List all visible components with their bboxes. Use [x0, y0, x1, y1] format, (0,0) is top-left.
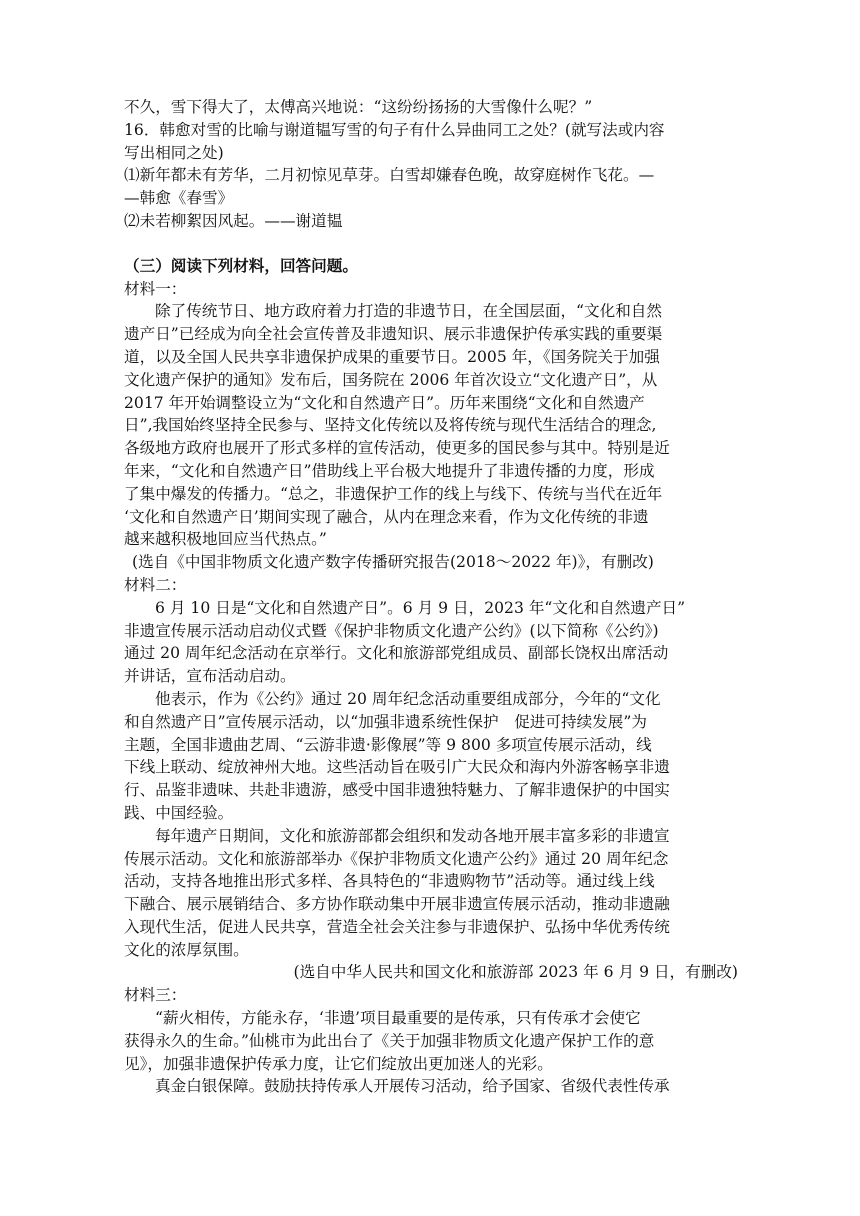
text-line: 文化遗产保护的通知》发布后，国务院在 2006 年首次设立“文化遗产日”，从: [124, 370, 658, 389]
section-title: （三）阅读下列材料，回答问题。: [124, 255, 358, 275]
poem-1: ⑴新年都未有芳华，二月初惊见草芽。白雪却嫌春色晚，故穿庭树作飞花。—: [124, 166, 655, 185]
text-line: 年来，“文化和自然遗产日”借助线上平台极大地提升了非遗传播的力度，形成: [124, 461, 655, 480]
text-line: 践、中国经验。: [124, 803, 234, 822]
question-16-cont: 写出相同之处): [124, 143, 224, 162]
text-line: ‘文化和自然遗产日’期间实现了融合，从内在理念来看，作为文化传统的非遗: [124, 507, 649, 526]
text-line: 行、品鉴非遗味、共赴非遗游，感受中国非遗独特魅力、了解非遗保护的中国实: [124, 781, 670, 800]
text-line: 每年遗产日期间，文化和旅游部都会组织和发动各地开展丰富多彩的非遗宣: [155, 826, 670, 845]
text-line: 通过 20 周年纪念活动在京举行。文化和旅游部党组成员、副部长饶权出席活动: [124, 644, 669, 663]
text-line: 文化的浓厚氛围。: [124, 940, 249, 959]
text-line: 2017 年开始调整设立为“文化和自然遗产日”。历年来围绕“文化和自然遗产: [124, 393, 645, 412]
material-2-paragraph-1: [124, 597, 738, 688]
text-line: 日”,我国始终坚持全民参与、坚持文化传统以及将传统与现代生活结合的理念,: [124, 416, 657, 435]
material-2-source: (选自中华人民共和国文化和旅游部 2023 年 6 月 9 日，有删改): [293, 963, 738, 982]
text-line: 6 月 10 日是“文化和自然遗产日”。6 月 9 日，2023 年“文化和自然遗产日”: [155, 598, 686, 617]
text-line: 真金白银保障。鼓励扶持传承人开展传习活动，给予国家、省级代表性传承: [155, 1077, 670, 1096]
text-line: 见》，加强非遗保护传承力度，让它们绽放出更加迷人的光彩。: [124, 1054, 553, 1073]
material-3-paragraph-1: [124, 1007, 738, 1075]
text-line: 入现代生活，促进人民共享，营造全社会关注参与非遗保护、弘扬中华优秀传统: [124, 917, 670, 936]
text-line: 越来越积极地回应当代热点。”: [124, 530, 327, 549]
text-line: 活动，支持各地推出形式多样、各具特色的“非遗购物节”活动等。通过线上线: [124, 872, 655, 891]
text-line: 下线上联动、绽放神州大地。这些活动旨在吸引广大民众和海内外游客畅享非遗: [124, 758, 670, 777]
question-16: 16．韩愈对雪的比喻与谢道韫写雪的句子有什么异曲同工之处？(就写法或内容: [124, 120, 665, 139]
text-line: 传展示活动。文化和旅游部举办《保护非物质文化遗产公约》通过 20 周年纪念: [124, 849, 669, 868]
material-2-paragraph-3: [124, 825, 738, 962]
document-page: [124, 96, 738, 1098]
poem-1-author: —韩愈《春雪》: [124, 189, 234, 208]
text-line: “薪火相传，方能永存，‘非遗’项目最重要的是传承，只有传承才会使它: [155, 1009, 641, 1028]
text-line: 和自然遗产日”宣传展示活动，以“加强非遗系统性保护 促进可持续发展”为: [124, 712, 647, 731]
material-3-paragraph-2: [124, 1075, 738, 1098]
material-2-paragraph-2: [124, 688, 738, 825]
text-line: 除了传统节日、地方政府着力打造的非遗节日，在全国层面，“文化和自然: [155, 302, 662, 321]
text-line: 各级地方政府也展开了形式多样的宣传活动，使更多的国民参与其中。特别是近: [124, 439, 670, 458]
material-2-label: 材料二：: [124, 575, 187, 594]
text-line: 遗产日”已经成为向全社会宣传普及非遗知识、展示非遗保护传承实践的重要渠: [124, 325, 663, 344]
material-1-paragraph: [124, 300, 738, 551]
text-line: 非遗宣传展示活动启动仪式暨《保护非物质文化遗产公约》(以下简称《公约》): [124, 621, 659, 640]
text-line: 主题，全国非遗曲艺周、“云游非遗·影像展”等 9 800 多项宣传展示活动，线: [124, 735, 652, 754]
text-line: 道，以及全国人民共享非遗保护成果的重要节日。2005 年，《国务院关于加强: [124, 347, 660, 366]
text-line: 下融合、展示展销结合、多方协作联动集中开展非遗宣传展示活动，推动非遗融: [124, 895, 670, 914]
text-line: 了集中爆发的传播力。“总之，非遗保护工作的线上与线下、传统与当代在近年: [124, 484, 663, 503]
material-3-label: 材料三：: [124, 986, 187, 1005]
material-1-source: (选自《中国非物质文化遗产数字传播研究报告(2018～2022 年)》，有删改): [132, 553, 654, 572]
text-line: 他表示，作为《公约》通过 20 周年纪念活动重要组成部分，今年的“文化: [155, 689, 661, 708]
material-1-label: 材料一：: [124, 279, 187, 298]
text-line: 并讲话，宣布活动启动。: [124, 667, 296, 686]
poem-2: ⑵未若柳絮因风起。——谢道韫: [124, 211, 343, 230]
text-line: 获得永久的生命。”仙桃市为此出台了《关于加强非物质文化遗产保护工作的意: [124, 1031, 655, 1050]
passage-line: 不久，雪下得大了，太傅高兴地说：“这纷纷扬扬的大雪像什么呢？”: [124, 98, 593, 116]
